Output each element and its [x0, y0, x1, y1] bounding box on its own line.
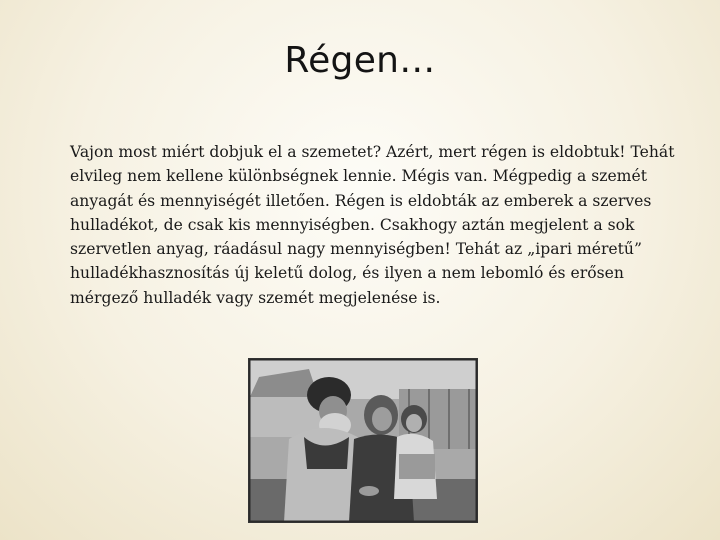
historical-photo-icon	[249, 359, 477, 522]
slide-title: Régen…	[284, 40, 436, 81]
slide-paragraph: Vajon most miért dobjuk el a szemetet? Azért, mert régen is eldobtuk! Tehát elvileg nem kellene különbségnek lennie. Mégis van. Mégpedig a szemét anyagát és mennyiségét illetően. Régen is eldobták az emberek a szerves hulladékot, de csak kis mennyiségben. Csakhogy aztán megjelent a sok szervetlen anyag, ráadásul nagy mennyiségben! Tehát az „ipari méretű” hulladékhasznosítás új keletű dolog, és ilyen a nem lebomló és erősen mérgező hulladék vagy szemét megjelenése is.	[70, 143, 675, 307]
historical-photo	[248, 358, 478, 523]
